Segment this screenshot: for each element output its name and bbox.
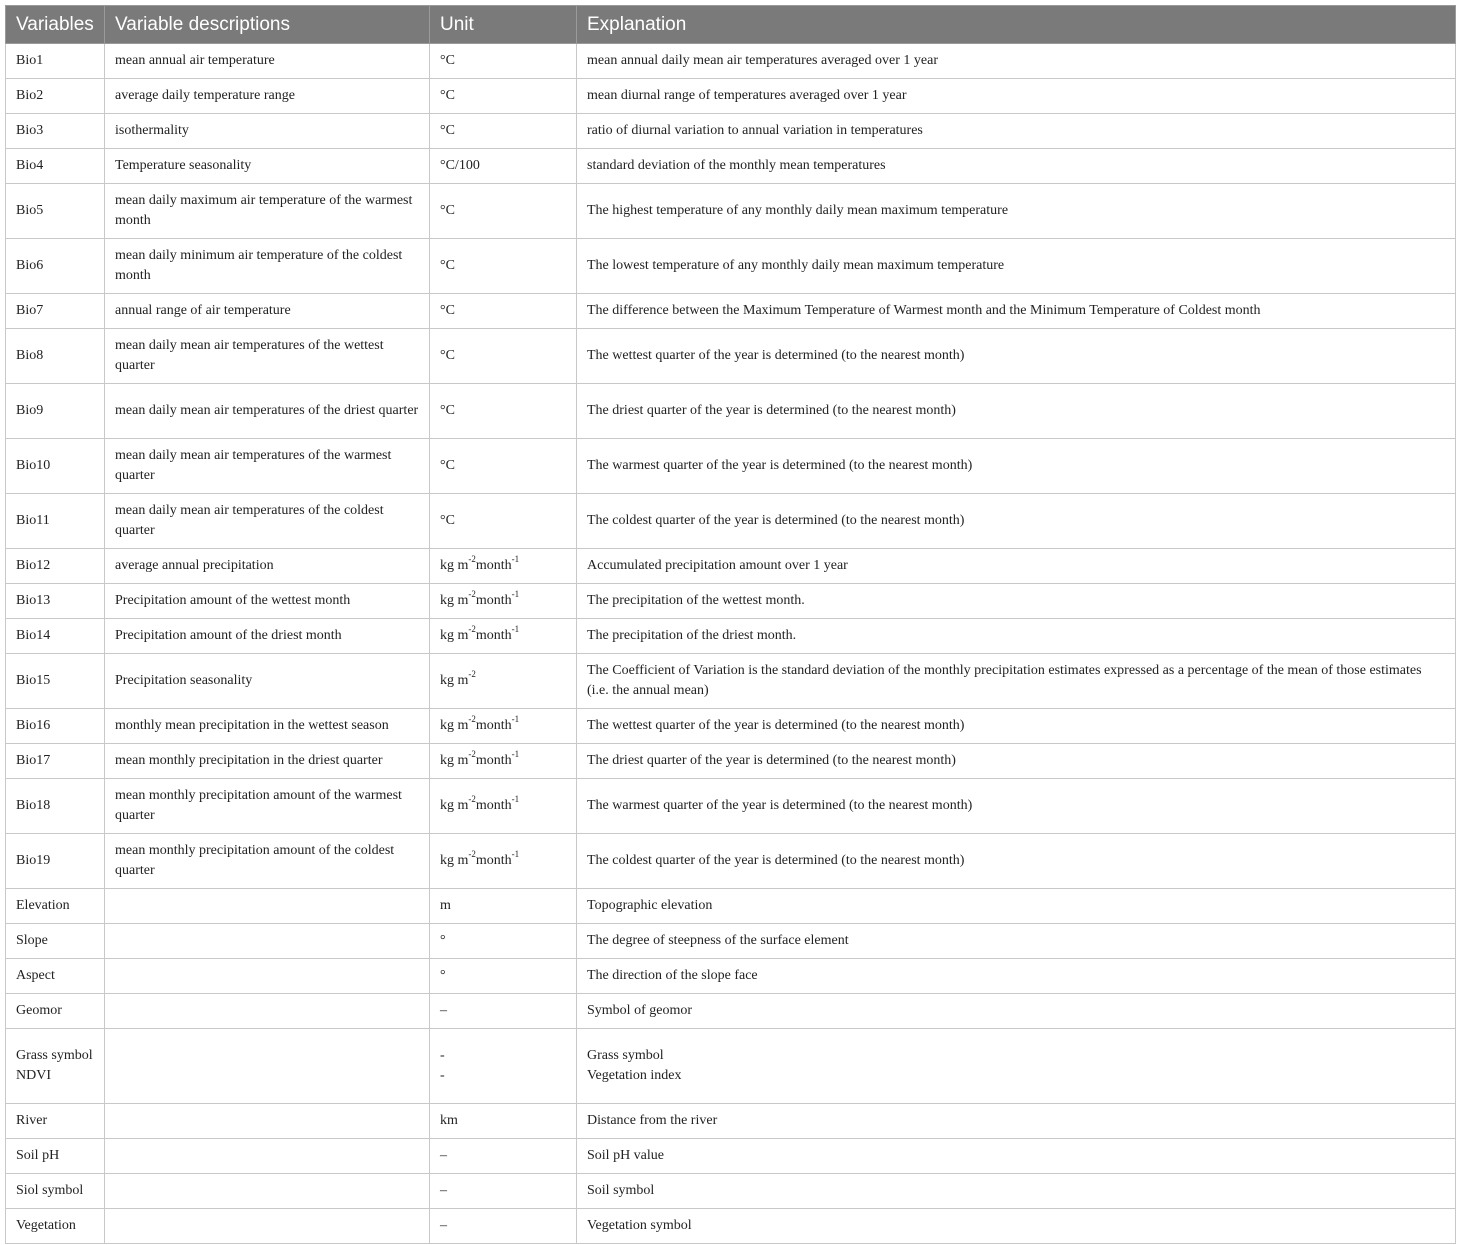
explanation-cell: Accumulated precipitation amount over 1 year [577,549,1456,584]
description-cell [105,994,430,1029]
table-row [6,994,1456,1029]
explanation-cell: The warmest quarter of the year is determined (to the nearest month) [577,779,1456,834]
variable-cell: Bio4 [6,149,105,184]
unit-base: month [475,718,512,733]
table-row [6,889,1456,924]
variable-cell: Bio11 [6,494,105,549]
variable-cell: Aspect [6,959,105,994]
variable-cell: Bio15 [6,654,105,709]
description-cell: mean daily minimum air temperature of the coldest month [105,239,430,294]
table-container [5,5,1455,1244]
unit-cell [430,549,577,584]
description-cell: monthly mean precipitation in the wettest season [105,709,430,744]
unit-cell [430,709,577,744]
explanation-cell: The wettest quarter of the year is determined (to the nearest month) [577,329,1456,384]
variable-cell: Bio9 [6,384,105,439]
unit-base: kg m [440,853,469,868]
unit-exponent: -1 [511,589,520,600]
variable-cell: Bio18 [6,779,105,834]
description-cell [105,924,430,959]
variable-cell: Vegetation [6,1209,105,1244]
description-cell [105,1029,430,1104]
description-cell [105,1174,430,1209]
table-row [6,44,1456,79]
description-cell: mean monthly precipitation amount of the coldest quarter [105,834,430,889]
description-cell [105,1209,430,1244]
unit-exponent: -1 [511,714,520,725]
explanation-cell: The coldest quarter of the year is determined (to the nearest month) [577,834,1456,889]
description-cell: mean daily mean air temperatures of the coldest quarter [105,494,430,549]
table-row [6,744,1456,779]
description-cell: mean daily mean air temperatures of the warmest quarter [105,439,430,494]
table-row [6,1139,1456,1174]
table-row [6,294,1456,329]
description-cell: annual range of air temperature [105,294,430,329]
unit-exponent: -2 [468,669,476,680]
explanation-cell: Topographic elevation [577,889,1456,924]
variable-cell: Bio12 [6,549,105,584]
variable-cell: Bio14 [6,619,105,654]
explanation-cell: The warmest quarter of the year is determined (to the nearest month) [577,439,1456,494]
table-row [6,1104,1456,1139]
unit-exponent: -1 [511,794,520,805]
unit-cell [430,779,577,834]
explanation-line: Vegetation index [587,1068,682,1083]
table-row [6,329,1456,384]
unit-line: - [440,1048,445,1063]
unit-exponent: -1 [511,749,520,760]
unit-exponent: -1 [511,554,520,565]
description-cell [105,889,430,924]
table-row [6,549,1456,584]
explanation-cell: Symbol of geomor [577,994,1456,1029]
unit-cell: – [430,1139,577,1174]
table-row [6,239,1456,294]
unit-base: month [475,798,512,813]
variable-cell: Bio13 [6,584,105,619]
description-cell: mean daily maximum air temperature of the warmest month [105,184,430,239]
table-row [6,114,1456,149]
unit-exponent: -2 [468,714,476,725]
unit-base: kg m [440,753,469,768]
explanation-line: Grass symbol [587,1048,664,1063]
variable-cell: River [6,1104,105,1139]
variable-cell: Elevation [6,889,105,924]
unit-cell: °C [430,384,577,439]
unit-cell [430,619,577,654]
table-row [6,1209,1456,1244]
unit-cell [430,1029,577,1104]
explanation-cell: The precipitation of the wettest month. [577,584,1456,619]
explanation-cell: The highest temperature of any monthly daily mean maximum temperature [577,184,1456,239]
table-row [6,779,1456,834]
explanation-cell: The precipitation of the driest month. [577,619,1456,654]
variables-table [5,5,1456,1244]
unit-exponent: -2 [468,794,476,805]
unit-cell: km [430,1104,577,1139]
unit-exponent: -1 [511,849,520,860]
table-row [6,149,1456,184]
unit-cell: °C [430,494,577,549]
unit-cell: °C [430,44,577,79]
unit-cell: ° [430,959,577,994]
explanation-cell: The driest quarter of the year is determined (to the nearest month) [577,744,1456,779]
variable-cell: Bio2 [6,79,105,114]
variable-cell: Bio17 [6,744,105,779]
unit-base: kg m [440,558,469,573]
table-row [6,1174,1456,1209]
variable-cell: Bio16 [6,709,105,744]
explanation-cell: ratio of diurnal variation to annual variation in temperatures [577,114,1456,149]
description-cell: average annual precipitation [105,549,430,584]
unit-base: kg m [440,798,469,813]
unit-base: kg m [440,593,469,608]
unit-exponent: -2 [468,749,476,760]
unit-cell: °C [430,439,577,494]
unit-cell: °C [430,329,577,384]
unit-cell: °C [430,79,577,114]
header-unit: Unit [430,6,577,44]
variable-cell: Bio19 [6,834,105,889]
explanation-cell: Vegetation symbol [577,1209,1456,1244]
table-row [6,834,1456,889]
unit-base: month [475,628,512,643]
unit-cell: °C/100 [430,149,577,184]
variable-cell: Bio5 [6,184,105,239]
unit-cell [430,584,577,619]
table-row [6,384,1456,439]
table-row [6,619,1456,654]
table-row [6,184,1456,239]
unit-cell [430,834,577,889]
unit-cell [430,654,577,709]
header-variables: Variables [6,6,105,44]
explanation-cell: Distance from the river [577,1104,1456,1139]
unit-cell: °C [430,239,577,294]
explanation-cell: The difference between the Maximum Temperature of Warmest month and the Minimum Temperature of Coldest month [577,294,1456,329]
description-cell: Precipitation amount of the wettest month [105,584,430,619]
table-row [6,494,1456,549]
description-cell: mean daily mean air temperatures of the wettest quarter [105,329,430,384]
description-cell: Precipitation seasonality [105,654,430,709]
description-cell [105,959,430,994]
unit-line: - [440,1068,445,1083]
explanation-cell: Soil pH value [577,1139,1456,1174]
explanation-cell: The direction of the slope face [577,959,1456,994]
variable-cell: Slope [6,924,105,959]
explanation-cell: The degree of steepness of the surface element [577,924,1456,959]
description-cell: mean monthly precipitation in the driest quarter [105,744,430,779]
table-row [6,584,1456,619]
table-row [6,959,1456,994]
unit-cell: ° [430,924,577,959]
table-row [6,79,1456,114]
table-row [6,654,1456,709]
explanation-cell: The wettest quarter of the year is determined (to the nearest month) [577,709,1456,744]
unit-exponent: -2 [468,589,476,600]
variable-cell: Geomor [6,994,105,1029]
description-cell [105,1139,430,1174]
explanation-cell: The coldest quarter of the year is determined (to the nearest month) [577,494,1456,549]
variable-cell: Bio1 [6,44,105,79]
description-cell: mean annual air temperature [105,44,430,79]
variable-cell: Siol symbol [6,1174,105,1209]
description-cell: Temperature seasonality [105,149,430,184]
description-cell: Precipitation amount of the driest month [105,619,430,654]
explanation-cell: mean diurnal range of temperatures averaged over 1 year [577,79,1456,114]
description-cell [105,1104,430,1139]
unit-base: kg m [440,718,469,733]
variable-cell: Soil pH [6,1139,105,1174]
unit-cell: °C [430,294,577,329]
variable-cell: Bio7 [6,294,105,329]
variable-cell: Grass symbol NDVI [6,1029,105,1104]
explanation-cell: standard deviation of the monthly mean temperatures [577,149,1456,184]
table-row [6,924,1456,959]
variable-cell: Bio10 [6,439,105,494]
table-row [6,439,1456,494]
variable-cell: Bio8 [6,329,105,384]
header-row [6,6,1456,44]
variable-cell: Bio3 [6,114,105,149]
unit-cell: m [430,889,577,924]
unit-base: month [475,558,512,573]
unit-base: kg m [440,628,469,643]
unit-base: kg m [440,673,469,688]
explanation-cell: The lowest temperature of any monthly daily mean maximum temperature [577,239,1456,294]
description-cell: average daily temperature range [105,79,430,114]
explanation-cell: The driest quarter of the year is determined (to the nearest month) [577,384,1456,439]
explanation-cell: The Coefficient of Variation is the standard deviation of the monthly precipitation estimates expressed as a percentage of the mean of those estimates (i.e. the annual mean) [577,654,1456,709]
unit-cell [430,744,577,779]
unit-exponent: -2 [468,849,476,860]
table-row [6,709,1456,744]
unit-exponent: -2 [468,624,476,635]
unit-exponent: -2 [468,554,476,565]
unit-base: month [475,753,512,768]
description-cell: mean monthly precipitation amount of the warmest quarter [105,779,430,834]
variable-cell: Bio6 [6,239,105,294]
header-variable-descriptions: Variable descriptions [105,6,430,44]
table-row [6,1029,1456,1104]
description-cell: mean daily mean air temperatures of the driest quarter [105,384,430,439]
header-explanation: Explanation [577,6,1456,44]
unit-cell: °C [430,184,577,239]
explanation-cell: mean annual daily mean air temperatures averaged over 1 year [577,44,1456,79]
explanation-cell [577,1029,1456,1104]
unit-cell: – [430,1209,577,1244]
unit-exponent: -1 [511,624,520,635]
unit-base: month [475,853,512,868]
explanation-cell: Soil symbol [577,1174,1456,1209]
unit-cell: – [430,1174,577,1209]
unit-base: month [475,593,512,608]
unit-cell: °C [430,114,577,149]
description-cell: isothermality [105,114,430,149]
unit-cell: – [430,994,577,1029]
